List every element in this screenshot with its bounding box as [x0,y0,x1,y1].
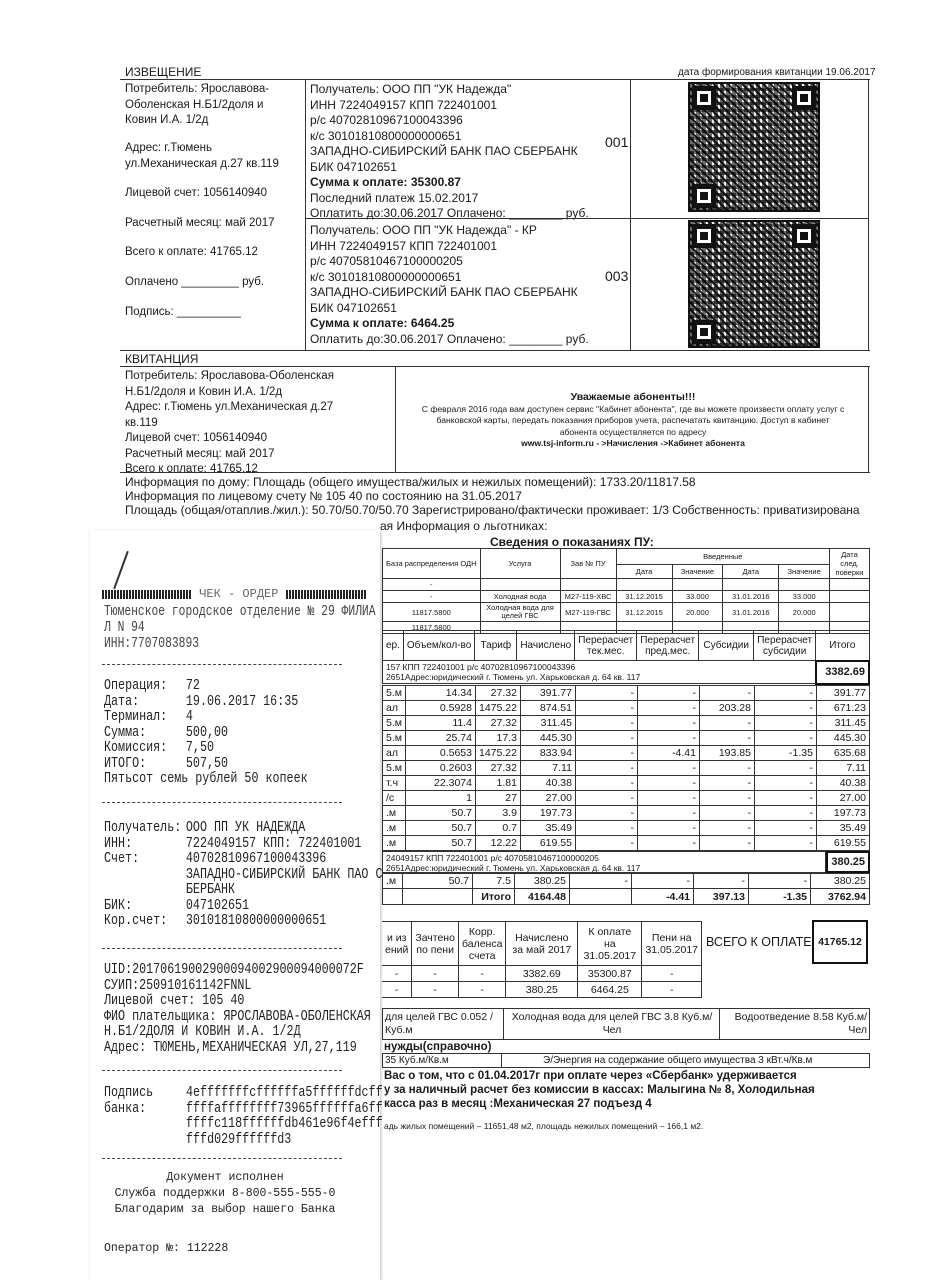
receipt-header: ЧЕК - ОРДЕР [102,587,366,601]
date-label: дата формирования квитанции 19.06.2017 [678,67,876,78]
table-cell: - [754,701,816,716]
area-footnote: адь жилых помещений – 11651,48 м2, площадь нежилых помещений – 166,1 м2. [384,1121,704,1131]
table-cell: .м [383,821,406,836]
table-cell: - [754,836,816,851]
table-cell: 35.49 [520,821,575,836]
table-cell: 1 [405,791,475,806]
table-cell: - [699,776,754,791]
receipt-branch: Тюменское городское отделение № 29 ФИЛИА Л N 94 ИНН:7707083893 [104,604,376,652]
table-cell: - [575,806,637,821]
table-row [383,701,870,716]
divider [305,79,306,350]
table-cell: 27.00 [816,791,869,806]
table-cell: 5.м [383,716,406,731]
table-cell: - [637,836,699,851]
consumer: Потребитель: Ярославова- Оболенская Н.Б1/2доля и Ковин И.А. 1/2д [125,83,270,126]
table-cell: 5.м [383,686,406,701]
table-cell: 27.32 [475,761,520,776]
info-account: Информация по лицевому счету № 105 40 по состоянию на 31.05.2017 [125,489,522,503]
table-cell: - [699,836,754,851]
table-cell: 27 [475,791,520,806]
table-cell: 50.7 [403,874,473,889]
total-cell: -1.35 [749,889,811,905]
recipient-block-1: Получатель: ООО ПП "УК Надежда" ИНН 7224049157 КПП 722401001 р/с 40702810967100043396 к/с 30101810800000000651 ЗАПАДНО-СИБИРСКИЙ БАНК ПАО СБЕРБАНК БИК 047102651 Сумма к оплате: 35300.87 Последний платеж 15.02.2017 Оплатить до:30.06.2017 Оплачено: ________ руб. [310,82,589,220]
table-cell: 50.7 [405,821,475,836]
table-cell: 445.30 [520,731,575,746]
divider [630,79,631,350]
kvit-title: КВИТАНЦИЯ [125,352,199,366]
total-due-value: 41765.12 [812,920,868,964]
table-cell: 27.32 [475,716,520,731]
table-cell: т.ч [383,776,406,791]
signature: Подпись: __________ [125,306,241,318]
receipt-operation: Операция: 72 Дата: 19.06.2017 16:35 Терминал: 4 Сумма: 500,00 Комиссия: 7,50 ИТОГО: 507,50 Пятьсот семь рублей 50 копеек [104,677,308,787]
table-cell: 197.73 [520,806,575,821]
table-cell: 833.94 [520,746,575,761]
table-cell: - [575,716,637,731]
table-cell: 27.32 [475,686,520,701]
table-cell: - [637,731,699,746]
charges-table: ер. Объем/кол-во Тариф Начислено Перерасчет тек.мес. Перерасчет пред.мес. Субсидии Перерасчет субсидии Итого 157 КПП 722401001 р/с 40702810967100043396 2651Адрес:юридический г. Тюмень ул. Харьковская д. 64 кв. 117 3382.69 [382,630,870,685]
table-cell: - [632,874,694,889]
table-cell: ал [383,746,406,761]
pu-title: Сведения о показаниях ПУ: [490,535,654,549]
month: Расчетный месяц: май 2017 [125,217,275,229]
table-cell: - [754,686,816,701]
cash-receipt [90,530,383,1280]
table-cell: 391.77 [520,686,575,701]
table-cell: 380.25 [811,874,870,889]
table-cell: - [637,821,699,836]
paid: Оплачено _________ руб. [125,276,265,288]
table-cell: - [699,791,754,806]
info-benefits: ая Информация о льготниках: [380,519,548,533]
table-cell: 50.7 [405,836,475,851]
summary-table: и из ений Зачтено по пени Корр. баленса счета Начислено за май 2017 К оплате на 31.05.2017 Пени на 31.05.2017 - - - 3382.69 35300.87 - - - - 380.25 6464.25 - [382,921,702,998]
total-cell [383,889,403,905]
charges-rows [382,685,870,851]
table-cell: 619.55 [816,836,869,851]
table-row [383,761,870,776]
info-area: Площадь (общая/отаплив./жил.): 50.70/50.70/50.70 Зарегистрировано/фактически проживает: 1/3 Собственность: приватизирована [125,503,860,517]
table-cell: 27.00 [520,791,575,806]
table-row [383,731,870,746]
odn-title: нужды(справочно) [384,1041,492,1053]
table-cell: 193.85 [699,746,754,761]
total-cell: Итого [473,889,515,905]
table-cell: - [637,716,699,731]
divider [120,79,870,80]
receipt-slash [113,551,129,589]
table-cell: 5.м [383,731,406,746]
table-cell: - [694,874,749,889]
table-cell: - [699,686,754,701]
table-cell: 7.11 [520,761,575,776]
table-cell: - [637,806,699,821]
charges-rows-2 [382,873,870,905]
table-cell: 635.68 [816,746,869,761]
table-cell: - [637,701,699,716]
table-cell: - [754,716,816,731]
table-cell: - [754,806,816,821]
table-row [383,836,870,851]
total-due-label: ВСЕГО К ОПЛАТЕ [706,935,812,949]
table-cell: 1475.22 [475,746,520,761]
table-cell: - [754,761,816,776]
table-cell: ал [383,701,406,716]
table-cell: .м [383,836,406,851]
table-row [383,686,870,701]
total-cell: 4164.48 [515,889,570,905]
pu-table: База распределения ОДН Услуга Зав № ПУ Введенные Дата след. поверки Дата Значение Дата Значение - - Холодная вода М27-119-ХВС 31.12.2015 33.000 31.01.2016 33.000 11817.5800 Холодная вода для целей ГВС М27-119-ГВС 31.12.2015 20.000 31.01.2016 20.000 11817.5800 [382,548,870,634]
info-house: Информация по дому: Площадь (общего имущества/жилых и нежилых помещений): 1733.20/11817.58 [125,475,696,489]
charges-group2: 24049157 КПП 722401001 р/с 40705810467100000205 2651Адрес:юридический г. Тюмень ул. Харьковская д. 64 кв. 117 [382,851,826,873]
table-row [383,746,870,761]
table-cell: 35.49 [816,821,869,836]
total-cell: 3762.94 [811,889,870,905]
table-cell: 11.4 [405,716,475,731]
divider [395,366,396,472]
table-cell: 7.11 [816,761,869,776]
table-row [383,776,870,791]
divider [120,350,870,351]
receipt-payee: Получатель: ООО ПП УК НАДЕЖДА ИНН: 7224049157 КПП: 722401001 Счет: 40702810967100043396 ЗАПАДНО-СИБИРСКИЙ БАНК ПАО С БЕРБАНК БИК: 047102651 Кор.счет: 30101810800000000651 [104,819,383,929]
table-cell: - [575,686,637,701]
table-row [383,716,870,731]
table-row [383,806,870,821]
table-cell: -4.41 [637,746,699,761]
receipt-operator: Оператор №: 112228 [104,1242,229,1255]
table-cell: .м [383,874,403,889]
qr-code-2 [688,220,820,348]
table-cell: 3.9 [475,806,520,821]
total-cell: -4.41 [632,889,694,905]
table-cell: - [575,731,637,746]
table-cell: - [575,701,637,716]
kvit-details: Потребитель: Ярославова-Оболенская Н.Б1/2доля и Ковин И.А. 1/2д Адрес: г.Тюмень ул.Механическая д.27 кв.119 Лицевой счет: 1056140940 Расчетный месяц: май 2017 Всего к оплате: 41765.12 [125,370,334,475]
total-cell: 397.13 [694,889,749,905]
total: Всего к оплате: 41765.12 [125,246,258,258]
table-cell: 40.38 [520,776,575,791]
table-cell: - [575,791,637,806]
table-cell: - [699,731,754,746]
table-cell: 380.25 [515,874,570,889]
table-cell: - [575,761,637,776]
receipt-bank-sign: 4efffffffcffffffa5ffffffdcff ffffaffffffff73965ffffffa6ff ffffc118ffffffdb461e96f4efff fffd029ffffffd3 [186,1084,383,1148]
table-cell: 40.38 [816,776,869,791]
total-cell [403,889,473,905]
table-cell: 671.23 [816,701,869,716]
recipient-block-2: Получатель: ООО ПП "УК Надежда" - КР ИНН 7224049157 КПП 722401001 р/с 40705810467100000205 к/с 30101810800000000651 ЗАПАДНО-СИБИРСКИЙ БАНК ПАО СБЕРБАНК БИК 047102651 Сумма к оплате: 6464.25 Оплатить до:30.06.2017 Оплачено: ________ руб. [310,223,589,346]
divider [868,366,869,472]
table-cell: - [575,836,637,851]
abonent-notice: Уважаемые абоненты!!! С февраля 2016 года вам доступен сервис "Кабинет абонента", где вы можете произвести оплату услуг с банковской карты, передать показания приборов учета, распечатать квитанцию. Доступ в кабинет абонента осуществляется по адресу www.tsj-inform.ru - >Начисления ->Кабинет абонента [421,391,845,448]
table-cell: 203.28 [699,701,754,716]
table-cell: 0.5928 [405,701,475,716]
divider [868,79,869,350]
qr-code-1 [688,82,820,212]
recipient-code-2: 003 [605,268,629,284]
table-cell: 391.77 [816,686,869,701]
table-cell: 14.34 [405,686,475,701]
table-row [383,821,870,836]
account: Лицевой счет: 1056140940 [125,187,268,199]
table-cell: 7.5 [473,874,515,889]
address: Адрес: г.Тюмень ул.Механическая д.27 кв.119 [125,142,279,170]
table-cell: 445.30 [816,731,869,746]
table-cell: 25.74 [405,731,475,746]
table-cell: /с [383,791,406,806]
table-cell: 0.7 [475,821,520,836]
odn-box: 35 Куб.м/Кв.м Э/Энергия на содержание общего имущества 3 кВт.ч/Кв.м [382,1053,870,1068]
notice-title: ИЗВЕЩЕНИЕ [125,65,202,79]
table-cell: 197.73 [816,806,869,821]
table-cell: - [754,821,816,836]
table-cell: - [637,686,699,701]
table-cell: - [754,791,816,806]
recipient-code-1: 001 [605,134,629,150]
divider [120,366,870,367]
table-cell: - [699,761,754,776]
receipt-bank-sign-label: Подпись банка: [104,1084,154,1117]
total-row [383,889,870,905]
receipt-ids: UID:20170619002900094002900094000072F СУИП:250910161142FNNL Лицевой счет: 105 40 ФИО плательщика: ЯРОСЛАВОВА-ОБОЛЕНСКАЯ Н.Б1/2ДОЛЯ И КОВИН И.А. 1/2Д Адрес: ТЮМЕНЬ,МЕХАНИЧЕСКАЯ УЛ,27,119 [104,961,371,1056]
table-cell: - [749,874,811,889]
table-cell: - [575,776,637,791]
table-cell: 1475.22 [475,701,520,716]
table-cell: 619.55 [520,836,575,851]
table-cell: - [637,791,699,806]
cash-notice: Вас о том, что с 01.04.2017г при оплате через «Сбербанк» удерживается у за наличный расчет без комиссии в кассах: Малыгина № 8, Холодильная касса раз в месяц :Механическая 27 подъезд 4 [384,1070,815,1110]
table-cell: 0.2603 [405,761,475,776]
receipt-footer: Документ исполнен Служба поддержки 8-800-555-555-0 Благодарим за выбор нашего Банка [114,1171,336,1216]
table-cell: 12.22 [475,836,520,851]
table-cell: 874.51 [520,701,575,716]
table-cell: 0.5653 [405,746,475,761]
table-cell: - [699,716,754,731]
table-cell: .м [383,806,406,821]
table-cell: - [570,874,632,889]
table-cell: - [575,821,637,836]
table-cell: 17.3 [475,731,520,746]
table-cell: 22.3074 [405,776,475,791]
total-cell [570,889,632,905]
table-cell: - [699,821,754,836]
table-cell: - [699,806,754,821]
table-cell: 311.45 [520,716,575,731]
table-cell: - [637,761,699,776]
table-cell: 50.7 [405,806,475,821]
table-cell: -1.35 [754,746,816,761]
table-row [383,874,870,889]
table-cell: 1.81 [475,776,520,791]
table-cell: - [754,776,816,791]
table-cell: - [575,746,637,761]
table-cell: 5.м [383,761,406,776]
table-cell: 311.45 [816,716,869,731]
table-cell: - [754,731,816,746]
charges-group2-total: 380.25 [826,851,870,873]
table-row [383,791,870,806]
norms-box: для целей ГВС 0.052 /Куб.м Холодная вода для целей ГВС 3.8 Куб.м/Чел Водоотведение 8.58 Куб.м/Чел [382,1008,870,1040]
table-cell: - [637,776,699,791]
